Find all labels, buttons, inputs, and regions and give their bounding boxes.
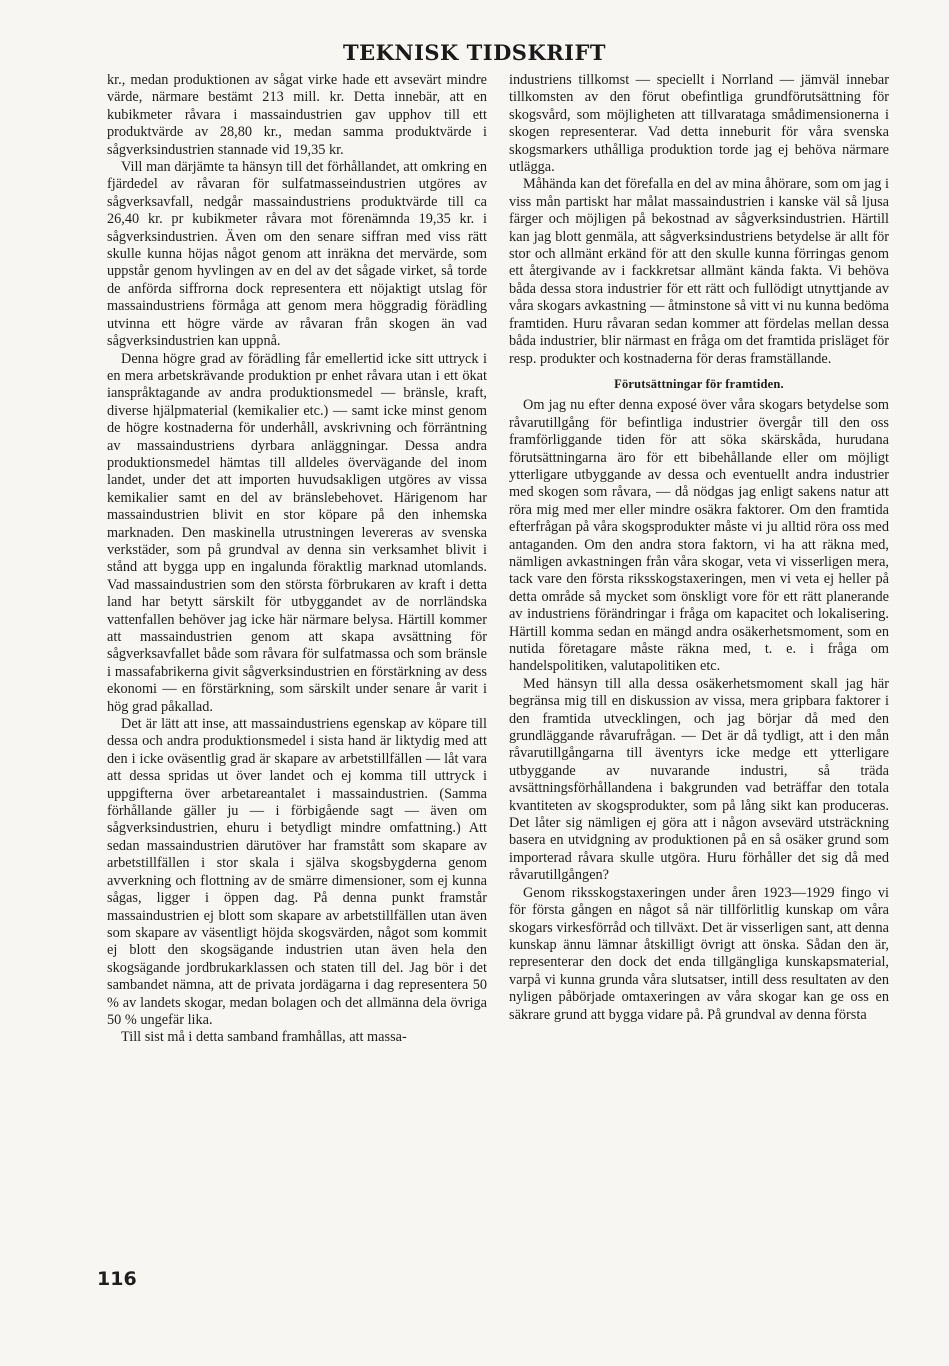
paragraph: Denna högre grad av förädling får emellertid icke sitt uttryck i en mera arbetskrävande produktion pr enhet råvara utan i ett ökat ianspråktagande av andra produktionsmedel — bränsle, kraft, diverse hjälpmaterial (kemikalier etc.) — samt icke minst genom de högre kostnaderna för underhåll, avskrivning och förräntning av massaindustriens dyrbara anläggningar. Dessa andra produktionsmedel hämtas till alldeles övervägande del inom landet, under det att importen huvudsakligen utgöres av vissa kemikalier samt en del av bränslebehovet. Härigenom har massaindustrien blivit en stor köpare på den inhemska marknaden. Den maskinella utrustningen levereras av svenska verkstäder, som på grundval av denna sin verksamhet blivit i stånd att bygga upp en ingalunda föraktlig marknad utomlands. Vad massaindustrien som den största förbrukaren av kraft i detta land har betytt särskilt för utbyggandet av de norrländska vattenfallen behöver jag icke här närmare belysa. Härtill kommer att massaindustrien genom att skapa avsättning för sågverksavfallet både som råvara för sulfatmassa och som bränsle i massafabrikerna givit sågverksindustrien en förstärkning av dess ekonomi — en förstärkning, som särskilt under senare år varit i hög grad påkallad.: [107, 350, 487, 715]
left-column: [107, 72, 487, 1047]
paragraph: Till sist må i detta samband framhållas, att massa-: [121, 1029, 407, 1046]
paragraph: Med hänsyn till alla dessa osäkerhetsmoment skall jag här begränsa mig till en diskussion av vissa, mera gripbara faktorer i den framtida utvecklingen, och jag börjar då med den grundläggande råvarufrågan. — Det är då tydligt, att i den mån råvarutillgångarna till äventyrs icke medge ett ytterligare utbyggande av nuvarande industri, så träda avsättningsförhållandena i bakgrunden vad beträffar den totala kvantiteten av skogsprodukter, som på lång sikt kan produceras. Det låter sig nämligen ej göra att i någon avsevärd utsträckning basera en utvidgning av produktionen på en så osäker grund som importerad råvara skulle utgöra. Huru förhåller det sig då med råvarutillgången?: [509, 675, 889, 884]
paragraph: Måhända kan det förefalla en del av mina åhörare, som om jag i viss mån partiskt har målat massaindustrien i kanske väl så ljusa färger och möjligen på bekostnad av sågverksindustrien. Härtill kan jag blott genmäla, att sågverksindustriens betydelse är allt för stor och allmänt erkänd för att den skulle kunna förringas genom ett återgivande av i fackkretsar allmänt kända fakta. Vi behöva båda dessa stora industrier för ett rätt och fullödigt utnyttjande av våra skogars avkastning — åtminstone så vitt vi nu kunna bedöma framtiden. Huru råvaran sedan kommer att fördelas mellan dessa båda industrier, blir närmast en fråga om det framtida prisläget för resp. produkter och kostnaderna för deras framställande.: [509, 176, 889, 367]
page-number: 116: [97, 1268, 137, 1290]
section-heading: Förutsättningar för framtiden.: [614, 376, 784, 391]
paragraph: Vill man därjämte ta hänsyn till det förhållandet, att omkring en fjärdedel av råvaran för sulfatmasseindustrien utgöres av sågverksavfall, nedgår massaindustriens produktvärde till ca 26,40 kr. pr kubikmeter råvara mot förenämnda 19,35 kr. i sågverksindustrien. Även om den senare siffran med viss rätt skulle kunna höjas något genom att inräkna det mervärde, som uppstår genom hyvlingen av en del av det sågade virket, så torde de anförda siffrorna dock representera ett nöjaktigt utslag för massaindustriens förmåga att genom mera höggradig förädling utvinna ett högre värde av råvaran från skogen än vad sågverksindustrien kan uppnå.: [107, 159, 487, 350]
journal-header: TEKNISK TIDSKRIFT: [342, 40, 607, 65]
paragraph: kr., medan produktionen av sågat virke hade ett avsevärt mindre värde, närmare bestämt 213 mill. kr. Detta innebär, att en kubikmeter råvara i massaindustrien gav upphov till ett produktvärde av 28,80 kr., medan samma produktvärde i sågverksindustrien stannade vid 19,35 kr.: [107, 72, 487, 158]
paragraph: Genom riksskogstaxeringen under åren 1923—1929 fingo vi för första gången en något så när tillförlitlig kunskap om våra skogars virkesförråd och tillväxt. Det är visserligen sant, att denna kunskap ännu lämnar åtskilligt övrigt att önska. Sådan den är, representerar den dock det enda tillgängliga kunskapsmaterial, varpå vi kunna grunda våra slutsatser, intill dess resultaten av den nyligen påbörjade omtaxeringen av våra skogar kan ge oss en säkrare grund att bygga vidare på. På grundval av denna första: [509, 884, 889, 1023]
paragraph: industriens tillkomst — speciellt i Norrland — jämväl innebar tillkomsten av den förut obefintliga grundförutsättning för skogsvård, som möjligheten att tillvarataga smådimensionerna i skogen representerar. Vad detta inneburit för våra svenska skogsmarkers uthålliga produktion torde jag ej behöva närmare utlägga.: [509, 72, 889, 176]
paragraph: Om jag nu efter denna exposé över våra skogars betydelse som råvarutillgång för befintliga industrier övergår till den oss framförliggande tiden för att söka skärskåda, hurudana förutsättningarna äro för ett bibehållande eller om möjligt ytterligare utbyggande av dessa och eventuellt andra industrier med skogen som råvara, — då nödgas jag enligt sakens natur att röra mig med mer eller mindre osäkra faktorer. Om den framtida efterfrågan på våra skogsprodukter måste vi ju alltid röra oss med antaganden. Om den andra stora faktorn, vi ha att räkna med, nämligen avkastningen från våra skogar, veta vi visserligen mera, tack vare den första riksskogstaxeringen, men vi veta ej heller på detta område så mycket som önskligt vore för ett rätt planerande av industriens förändringar i fråga om kapacitet och lokalisering. Härtill komma sedan en mängd andra osäkerhetsmoment, som en nutida företagare måste räkna med, t. e. i fråga om handelspolitiken, valutapolitiken etc.: [509, 397, 889, 675]
paragraph: Det är lätt att inse, att massaindustriens egenskap av köpare till dessa och andra produktionsmedel i sista hand är liktydig med att den i icke oväsentlig grad är skapare av arbetstillfällen — låt vara att dessa spridas ut över landet och ej komma till uttryck i uppgifterna över arbetareantalet i massaindustrien. (Samma förhållande gäller ju — i förbigående sagt — även om sågverksindustrien, ehuru i betydligt mindre omfattning.) Att sedan massaindustrien därutöver har framstått som skapare av arbetstillfällen i stor skala i själva skogsbygderna genom avverkning och flottning av de smärre dimensioner, som ej kunna sågas, ligger i öppen dag. På denna punkt framstår massaindustrien ej blott som skapare av arbetstillfällen utan även som skapare av väsentligt höjda skogsvärden, något som kommit ej blott den skogsägande industrien utan även hela den skogsägande jordbrukarklassen och staten till del. Jag bör i det sambandet nämna, att de privata jordägarna i dag representera 50 % av landets skogar, medan bolagen och det allmänna dela övriga 50 % ungefär lika.: [107, 716, 487, 1028]
right-column: [509, 72, 889, 1024]
